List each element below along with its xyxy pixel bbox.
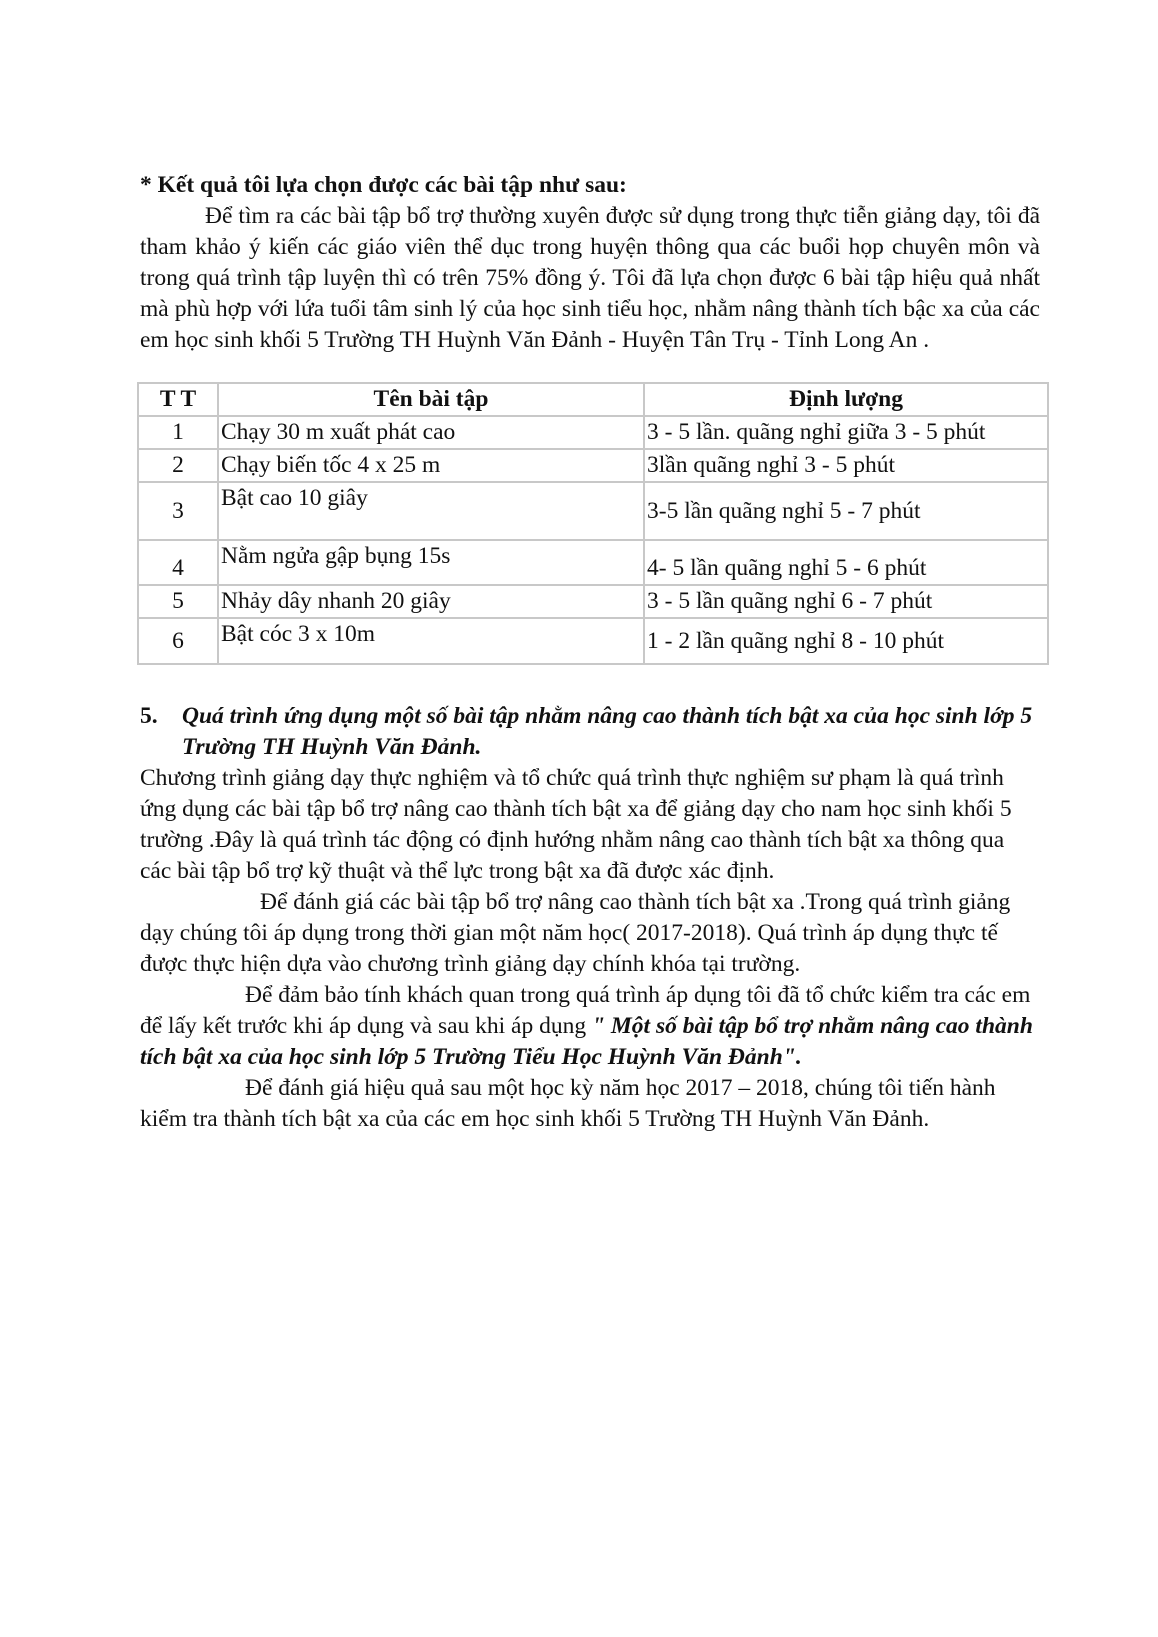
row-name: Bật cao 10 giây [218, 482, 644, 540]
section-5-number: 5. [140, 703, 158, 729]
row-tt: 6 [138, 618, 218, 664]
row-tt: 3 [138, 482, 218, 540]
section-5-paragraph-1: Chương trình giảng dạy thực nghiệm và tổ chức quá trình thực nghiệm sư phạm là quá trình ứng dụng các bài tập bổ trợ nâng cao thành tích bật xa để giảng dạy cho nam học sinh khối 5 trường .Đây là quá trình tác động có định hướng nhằm nâng cao thành tích bật xa thông qua các bài tập bổ trợ kỹ thuật và thể lực trong bật xa đã được xác định. [140, 765, 1012, 884]
row-tt: 1 [138, 416, 218, 449]
table-row [138, 416, 1048, 449]
header-tt: T T [138, 383, 218, 416]
paragraph-3-emphasis: " Một số bài tập bổ trợ nhằm nâng cao thành tích bật xa của học sinh lớp 5 Trường Tiểu Học Huỳnh Văn Đảnh". [140, 1013, 1033, 1070]
document-page [140, 170, 1040, 1135]
table-row [138, 449, 1048, 482]
row-amount: 3-5 lần quãng nghỉ 5 - 7 phút [644, 482, 1048, 540]
section-5-paragraph-4: Để đánh giá hiệu quả sau một học kỳ năm học 2017 – 2018, chúng tôi tiến hành kiểm tra thành tích bật xa của các em học sinh khối 5 Trường TH Huỳnh Văn Đảnh. [140, 1075, 996, 1132]
section-5-paragraph-2: Để đánh giá các bài tập bổ trợ nâng cao thành tích bật xa .Trong quá trình giảng dạy chúng tôi áp dụng trong thời gian một năm học( 2017-2018). Quá trình áp dụng thực tế được thực hiện dựa vào chương trình giảng dạy chính khóa tại trường. [140, 889, 1011, 977]
row-tt: 4 [138, 540, 218, 585]
table-row [138, 482, 1048, 540]
row-tt: 5 [138, 585, 218, 618]
row-amount: 3 - 5 lần. quãng nghỉ giữa 3 - 5 phút [644, 416, 1048, 449]
section-5-paragraph-3 [140, 980, 1040, 1073]
table-header-row [138, 383, 1048, 416]
section-5-title: Quá trình ứng dụng một số bài tập nhằm nâng cao thành tích bật xa của học sinh lớp 5 Trường TH Huỳnh Văn Đảnh. [182, 703, 1033, 760]
paragraph-3-text: Để đảm bảo tính khách quan trong quá trình áp dụng tôi đã tổ chức kiểm tra các em để lấy kết trước khi áp dụng và sau khi áp dụng [140, 982, 1031, 1039]
table-row [138, 540, 1048, 585]
results-paragraph: Để tìm ra các bài tập bổ trợ thường xuyên được sử dụng trong thực tiễn giảng dạy, tôi đã tham khảo ý kiến các giáo viên thể dục trong huyện thông qua các buổi họp chuyên môn và trong quá trình tập luyện thì có trên 75% đồng ý. Tôi đã lựa chọn được 6 bài tập hiệu quả nhất mà phù hợp với lứa tuổi tâm sinh lý của học sinh tiểu học, nhằm nâng thành tích bậc xa của các em học sinh khối 5 Trường TH Huỳnh Văn Đảnh - Huyện Tân Trụ - Tỉnh Long An . [140, 203, 1040, 353]
header-name: Tên bài tập [218, 383, 644, 416]
table-row [138, 618, 1048, 664]
results-heading: * Kết quả tôi lựa chọn được các bài tập như sau: [140, 172, 627, 198]
row-tt: 2 [138, 449, 218, 482]
row-name: Nằm ngửa gập bụng 15s [218, 540, 644, 585]
row-amount: 3lần quãng nghỉ 3 - 5 phút [644, 449, 1048, 482]
row-name: Chạy biến tốc 4 x 25 m [218, 449, 644, 482]
row-name: Bật cóc 3 x 10m [218, 618, 644, 664]
exercise-table [137, 382, 1049, 665]
row-name: Nhảy dây nhanh 20 giây [218, 585, 644, 618]
row-name: Chạy 30 m xuất phát cao [218, 416, 644, 449]
header-amount: Định lượng [644, 383, 1048, 416]
row-amount: 3 - 5 lần quãng nghỉ 6 - 7 phút [644, 585, 1048, 618]
row-amount: 1 - 2 lần quãng nghỉ 8 - 10 phút [644, 618, 1048, 664]
section-5 [140, 701, 1040, 763]
row-amount: 4- 5 lần quãng nghỉ 5 - 6 phút [644, 540, 1048, 585]
table-row [138, 585, 1048, 618]
